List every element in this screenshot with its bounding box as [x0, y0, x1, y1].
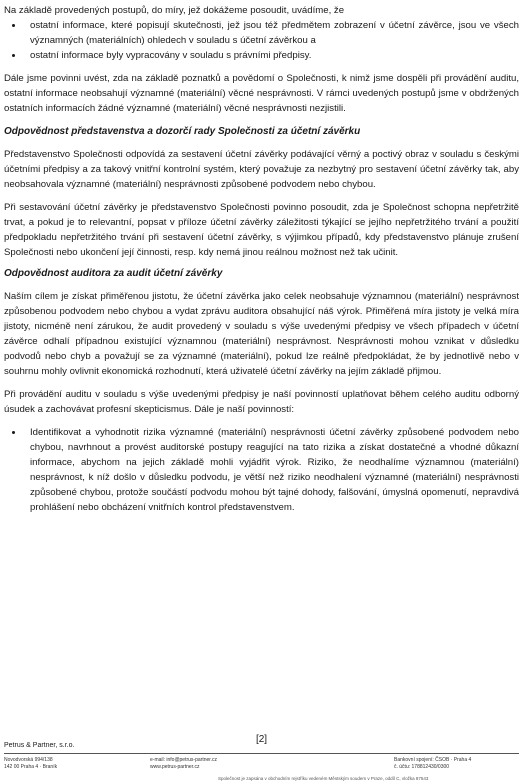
list-item: ostatní informace, které popisují skutečnosti, jež jsou též předmětem zobrazení v účetní závěrce, jsou ve všech významných (materiálních) ohledech v souladu s účetní závěrkou a — [30, 20, 519, 46]
paragraph-board-responsibility: Představenstvo Společnosti odpovídá za sestavení účetní závěrky podávající věrný a poctivý obraz v souladu s českými účetními předpisy a za takový vnitřní kontrolní systém, který považuje za nezbytný pro sestavení účetní závěrky tak, aby neobsahovala významné (materiální) nesprávnosti způsobené podvodem nebo chybou. — [4, 149, 519, 190]
footer-bank: Bankovní spojení: ČSOB · Praha 4 č. účtu: 178812430/0300 — [394, 757, 472, 770]
paragraph-going-concern: Při sestavování účetní závěrky je představenstvo Společnosti povinno posoudit, zda je Společnost schopna nepřetržitě trvat, a pokud je to relevantní, popsat v příloze účetní závěrky záležitosti týkající se jejího nepřetržitého trvání a použití předpokladu nepřetržitého trvání při sestavení účetní závěrky, s výjimkou případů, kdy představenstvo plánuje zrušení Společnosti nebo ukončení její činnosti, resp. kdy nemá jinou reálnou možnost než tak učinit. — [4, 202, 519, 258]
page-number: [2] — [255, 734, 268, 745]
audit-duties-list — [4, 425, 519, 515]
footer-address: Novodvorská 994/138 142 00 Praha 4 · Braník — [4, 757, 58, 770]
section-heading-auditor-responsibility: Odpovědnost auditora za audit účetní závěrky — [4, 268, 223, 279]
footer-web-link[interactable]: www.petrus-partner.cz — [150, 764, 200, 770]
paragraph-other-information: Dále jsme povinni uvést, zda na základě poznatků a povědomí o Společnosti, k nimž jsme dospěli při provádění auditu, ostatní informace neobsahují významné (materiální) věcné nesprávnosti. V rámci uvedených postupů jsme v obdržených ostatních informacích žádné významné (materiální) věcné nesprávnosti nezjistili. — [4, 73, 519, 114]
firm-name: Petrus & Partner, s.r.o. — [4, 742, 75, 749]
intro-line: Na základě provedených postupů, do míry, jež dokážeme posoudit, uvádíme, že — [4, 5, 345, 16]
paragraph-audit-duties-intro: Při provádění auditu v souladu s výše uvedenými předpisy je naší povinností uplatňovat během celého auditu odborný úsudek a zachovávat profesní skepticismus. Dále je naší povinností: — [4, 389, 519, 415]
section-heading-board-responsibility: Odpovědnost představenstva a dozorčí rady Společnosti za účetní závěrku — [4, 126, 361, 137]
footer-registry-note: Společnost je zapsána v obchodním rejstříku vedeném Městským soudem v Praze, oddíl C, vložka 87543 — [218, 776, 429, 781]
list-item: Identifikovat a vyhodnotit rizika významné (materiální) nesprávnosti účetní závěrky způsobené podvodem nebo chybou, navrhnout a provést auditorské postupy reagující na tato rizika a získat dostatečné a vhodné důkazní informace, abychom na jejich základě mohli vyjádřit výrok. Riziko, že neodhalíme významnou (materiální) nesprávnost, k níž došlo v důsledku podvodu, je větší než riziko neodhalení významné (materiální) nesprávnosti způsobené chybou, protože součástí podvodu mohou být tajné dohody, falšování, úmyslná opomenutí, nepravdivá prohlášení nebo obcházení vnitřních kontrol představenstvem. — [30, 427, 519, 513]
list-item: ostatní informace byly vypracovány v souladu s právními předpisy. — [30, 48, 519, 63]
footer-contact — [150, 757, 217, 771]
paragraph-audit-objective: Naším cílem je získat přiměřenou jistotu, že účetní závěrka jako celek neobsahuje významnou (materiální) nesprávnost způsobenou podvodem nebo chybou a vydat zprávu auditora obsahující náš výrok. Přiměřená míra jistoty je velká míra jistoty, nicméně není zárukou, že audit provedený v souladu s výše uvedenými předpisy ve všech případech v účetní závěrce odhalí případnou existující významnou (materiální) nesprávnost. Nesprávnosti mohou vznikat v důsledku podvodů nebo chyb a považují se za významné (materiální), pokud lze reálně předpokládat, že by jednotlivě nebo v souhrnu mohly ovlivnit ekonomická rozhodnutí, která uživatelé účetní závěrky na jejím základě přijmou. — [4, 291, 519, 377]
footer-email-link[interactable]: e-mail: info@petrus-partner.cz — [150, 757, 218, 763]
intro-bullet-list — [4, 18, 519, 63]
footer-divider — [4, 753, 519, 754]
